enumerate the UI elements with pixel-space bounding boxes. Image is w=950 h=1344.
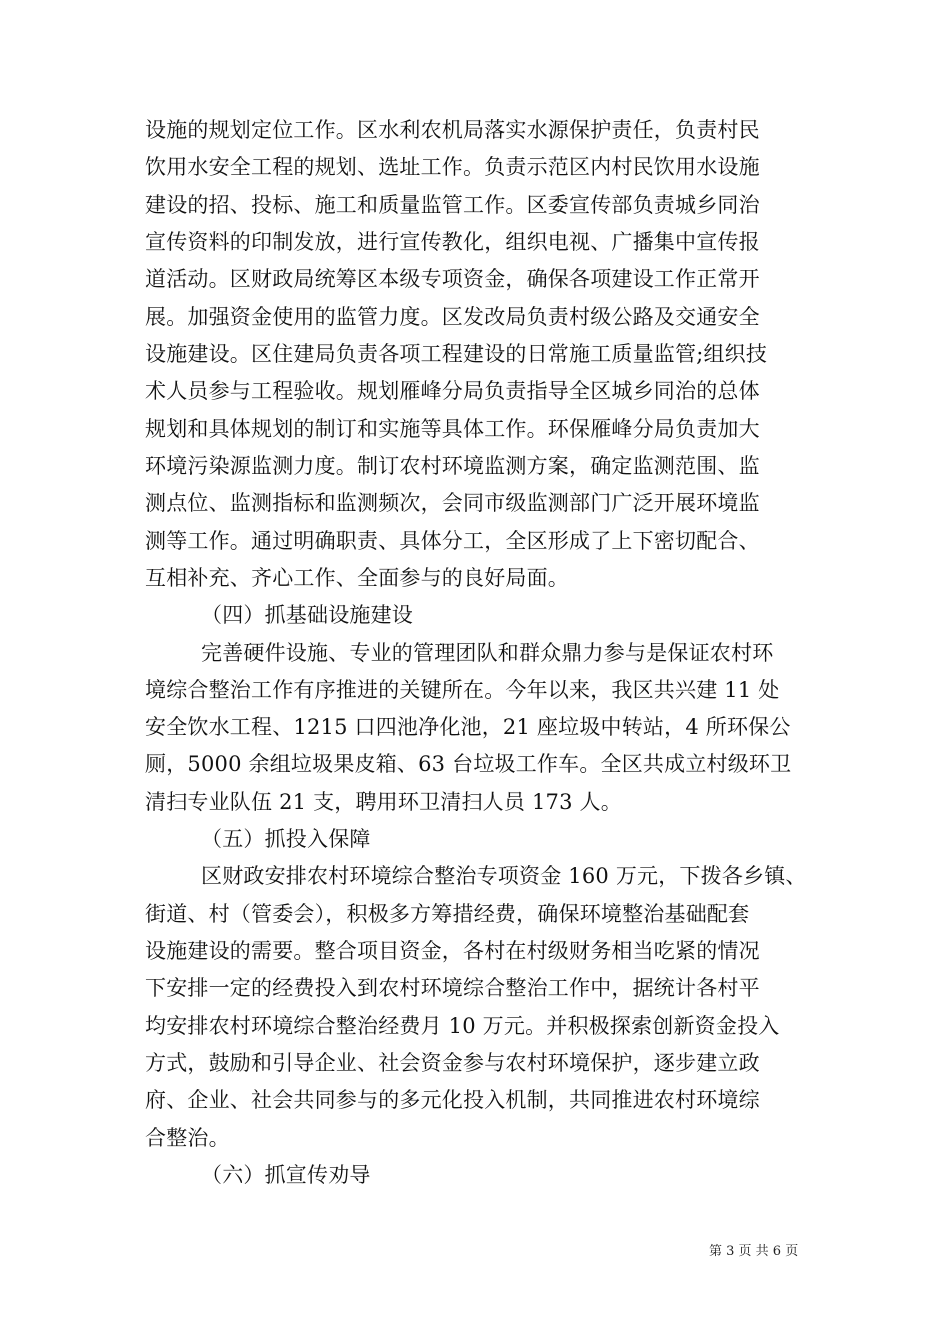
body-text-line: 设施建设的需要。整合项目资金，各村在村级财务相当吃紧的情况: [145, 939, 760, 963]
body-text-line: 清扫专业队伍 21 支，聘用环卫清扫人员 173 人。: [145, 790, 622, 814]
body-text-line: 府、企业、社会共同参与的多元化投入机制，共同推进农村环境综: [145, 1088, 760, 1112]
page-number-footer: 第 3 页 共 6 页: [709, 1244, 799, 1259]
body-text-line: 互相补充、齐心工作、全面参与的良好局面。: [145, 566, 569, 590]
body-text-line: 方式，鼓励和引导企业、社会资金参与农村环境保护，逐步建立政: [145, 1051, 760, 1075]
body-text-line: 规划和具体规划的制订和实施等具体工作。环保雁峰分局负责加大: [145, 417, 760, 441]
paragraph-first-line: 完善硬件设施、专业的管理团队和群众鼎力参与是保证农村环: [201, 641, 774, 665]
body-text-line: 街道、村（管委会），积极多方筹措经费，确保环境整治基础配套: [145, 902, 750, 926]
body-text-line: 均安排农村环境综合整治经费月 10 万元。并积极探索创新资金投入: [145, 1014, 780, 1038]
section-heading-4: （四）抓基础设施建设: [201, 603, 413, 627]
body-text-line: 道活动。区财政局统筹区本级专项资金，确保各项建设工作正常开: [145, 267, 760, 291]
body-text-line: 饮用水安全工程的规划、选址工作。负责示范区内村民饮用水设施: [145, 155, 760, 179]
body-text-line: 厕，5000 余组垃圾果皮箱、63 台垃圾工作车。全区共成立村级环卫: [145, 752, 792, 776]
body-text-line: 建设的招、投标、施工和质量监管工作。区委宣传部负责城乡同治: [145, 193, 760, 217]
body-text-line: 术人员参与工程验收。规划雁峰分局负责指导全区城乡同治的总体: [145, 379, 760, 403]
body-text-line: 展。加强资金使用的监管力度。区发改局负责村级公路及交通安全: [145, 305, 760, 329]
body-text-line: 合整治。: [145, 1126, 230, 1150]
body-text-line: 下安排一定的经费投入到农村环境综合整治工作中，据统计各村平: [145, 976, 760, 1000]
body-text-line: 测点位、监测指标和监测频次，会同市级监测部门广泛开展环境监: [145, 491, 760, 515]
body-text-line: 测等工作。通过明确职责、具体分工，全区形成了上下密切配合、: [145, 529, 760, 553]
body-text-line: 宣传资料的印制发放，进行宣传教化，组织电视、广播集中宣传报: [145, 230, 760, 254]
paragraph-first-line: 区财政安排农村环境综合整治专项资金 160 万元，下拨各乡镇、: [201, 864, 807, 888]
body-text-line: 安全饮水工程、1215 口四池净化池，21 座垃圾中转站，4 所环保公: [145, 715, 791, 739]
body-text-line: 设施的规划定位工作。区水利农机局落实水源保护责任，负责村民: [145, 118, 760, 142]
body-text-line: 环境污染源监测力度。制订农村环境监测方案，确定监测范围、监: [145, 454, 760, 478]
body-text-line: 设施建设。区住建局负责各项工程建设的日常施工质量监管;组织技: [145, 342, 768, 366]
section-heading-6: （六）抓宣传劝导: [201, 1163, 371, 1187]
body-text-line: 境综合整治工作有序推进的关键所在。今年以来，我区共兴建 11 处: [145, 678, 780, 702]
section-heading-5: （五）抓投入保障: [201, 827, 371, 851]
